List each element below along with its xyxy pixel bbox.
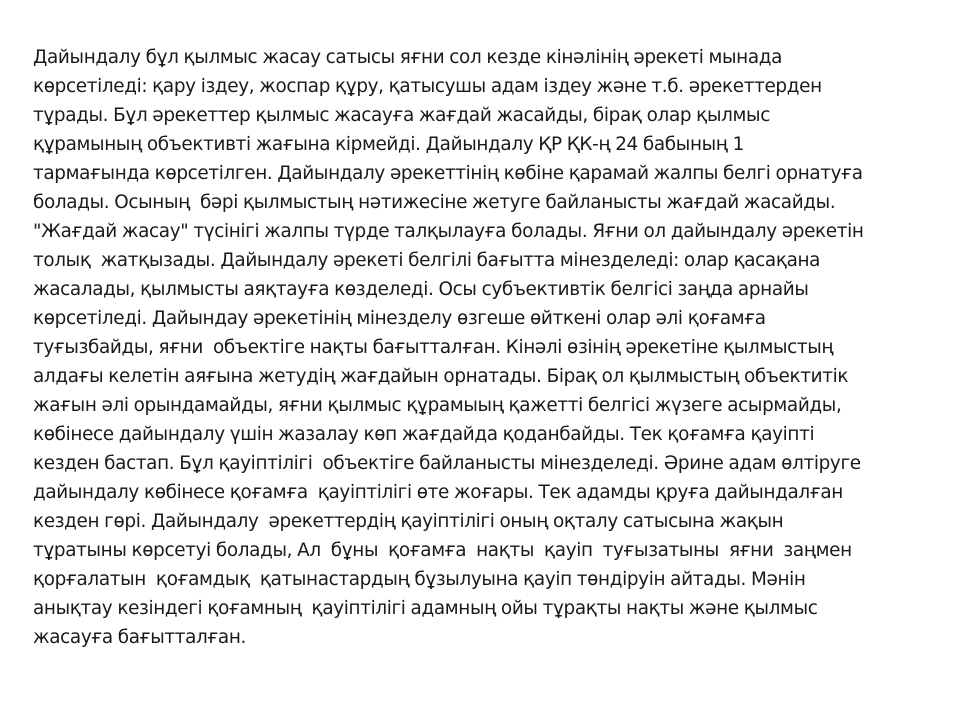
text-line: тұратыны көрсетуі болады, Ал бұны қоғамға нақты қауіп туғызатыны яғни заңмен (33, 540, 852, 561)
text-line: толық жатқызады. Дайындалу әрекеті белгілі бағытта мінезделеді: олар қасақана (33, 250, 821, 271)
text-line: тармағында көрсетілген. Дайындалу әрекеттінің көбіне қарамай жалпы белгі орнатуға (33, 163, 863, 184)
text-line: туғызбайды, яғни объектіге нақты бағытталған. Кінәлі өзінің әрекетіне қылмыстың (33, 337, 834, 358)
text-line: жасалады, қылмысты аяқтауға көзделеді. Осы субъективтік белгісі заңда арнайы (33, 279, 809, 300)
text-line: анықтау кезіндегі қоғамның қауіптілігі адамның ойы тұрақты нақты және қылмыс (33, 598, 818, 619)
text-line: болады. Осының бәрі қылмыстың нәтижесіне жетуге байланысты жағдай жасайды. (33, 192, 836, 213)
text-line: кезден бастап. Бұл қауіптілігі объектіге байланысты мінезделеді. Әрине адам өлтіруге (33, 453, 861, 474)
text-line: тұрады. Бұл әрекеттер қылмыс жасауға жағдай жасайды, бірақ олар қылмыс (33, 105, 770, 126)
text-line: көрсетіледі: қару іздеу, жоспар құру, қатысушы адам іздеу және т.б. әрекеттерден (33, 76, 822, 97)
text-line: жасауға бағытталған. (33, 627, 247, 648)
text-line: құрамының объективті жағына кірмейді. Дайындалу ҚР ҚК-ң 24 бабының 1 (33, 134, 744, 155)
text-line: қорғалатын қоғамдық қатынастардың бұзылуына қауіп төндіруін айтады. Мәнін (33, 569, 806, 590)
body-text (33, 43, 933, 652)
text-line: кезден гөрі. Дайындалу әрекеттердің қауіптілігі оның оқталу сатысына жақын (33, 511, 784, 532)
text-line: дайындалу көбінесе қоғамға қауіптілігі өте жоғары. Тек адамды қруға дайындалған (33, 482, 843, 503)
text-line: көбінесе дайындалу үшін жазалау көп жағдайда қоданбайды. Тек қоғамға қауіпті (33, 424, 815, 445)
text-line: Дайындалу бұл қылмыс жасау сатысы яғни сол кезде кінәлінің әрекеті мынада (33, 47, 783, 68)
text-line: жағын әлі орындамайды, яғни қылмыс құрамыың қажетті белгісі жүзеге асырмайды, (33, 395, 842, 416)
text-line: "Жағдай жасау" түсінігі жалпы түрде талқылауға болады. Яғни ол дайындалу әрекетін (33, 221, 864, 242)
text-line: алдағы келетін аяғына жетудің жағдайын орнатады. Бірақ ол қылмыстың объектитік (33, 366, 849, 387)
text-line: көрсетіледі. Дайындау әрекетінің мінезделу өзгеше өйткені олар әлі қоғамға (33, 308, 766, 329)
